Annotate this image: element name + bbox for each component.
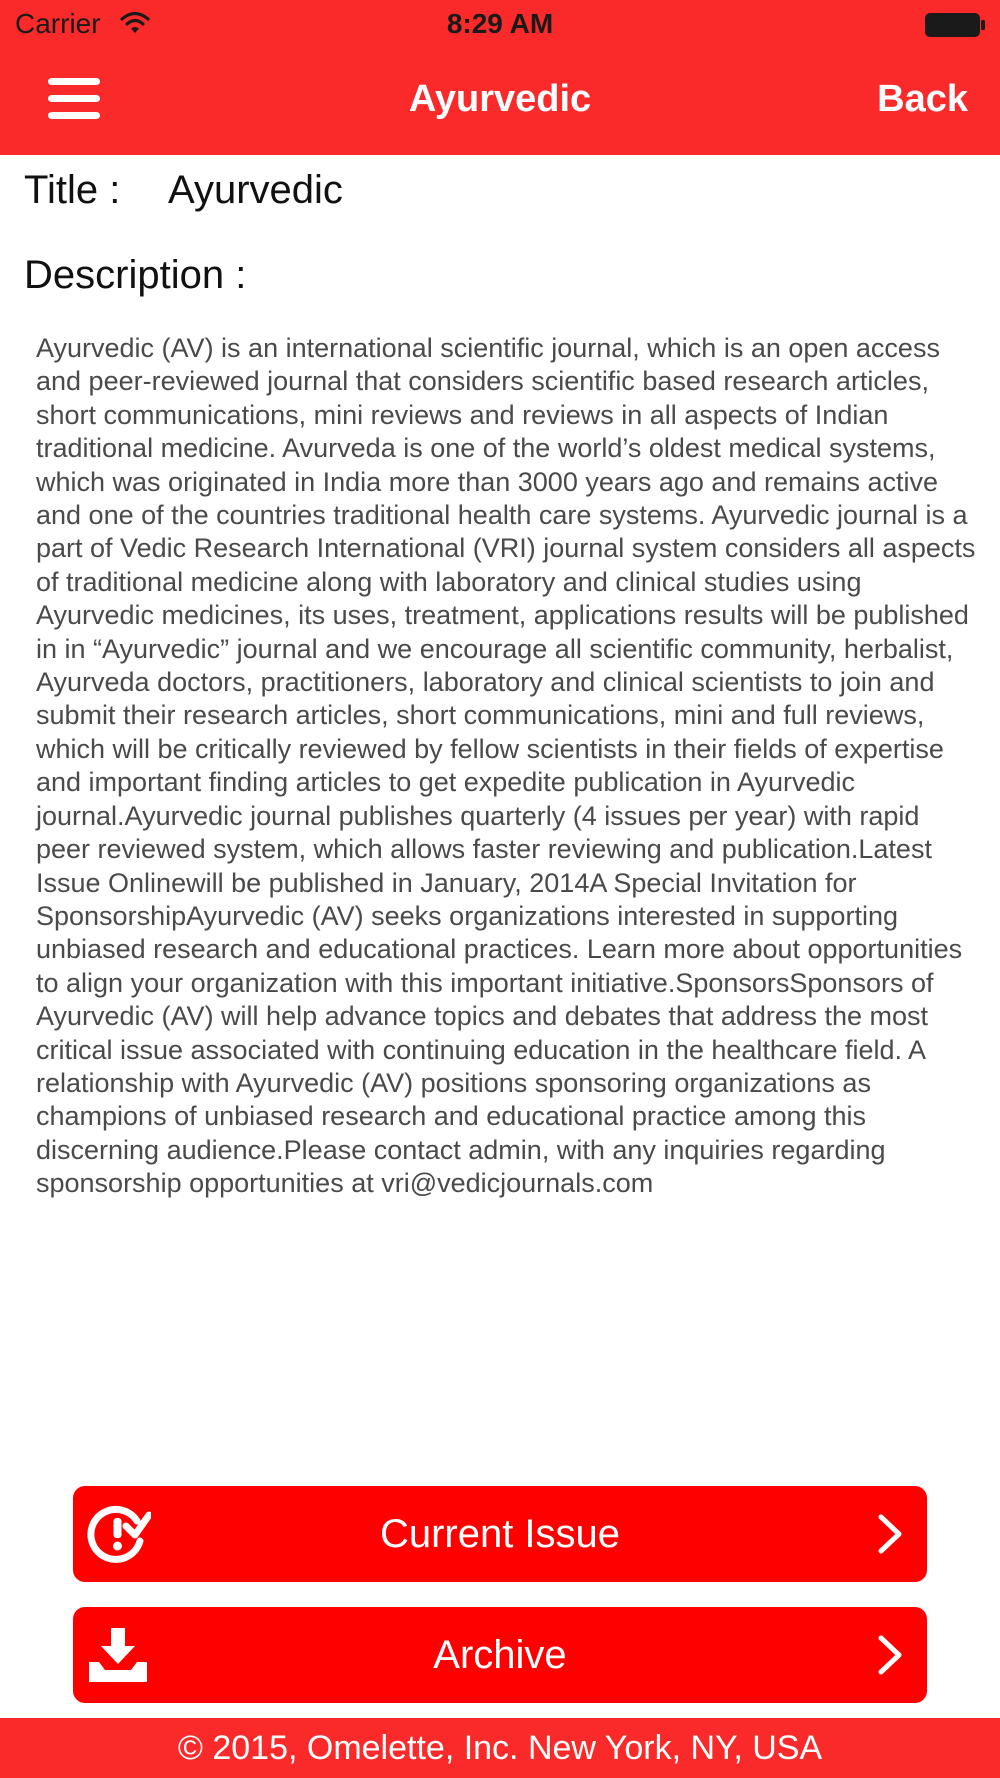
archive-label: Archive <box>433 1633 567 1677</box>
back-button[interactable]: Back <box>877 78 968 120</box>
current-issue-button[interactable] <box>73 1486 927 1582</box>
current-issue-label: Current Issue <box>379 1512 621 1556</box>
navigation-bar <box>0 0 1000 155</box>
title-row <box>24 168 343 213</box>
status-time: 8:29 AM <box>446 8 554 39</box>
description-label: Description : <box>24 253 247 297</box>
title-label: Title : <box>24 168 121 212</box>
footer-copyright: © 2015, Omelette, Inc. New York, NY, USA <box>0 1718 1000 1778</box>
battery-icon <box>924 12 986 38</box>
chevron-right-icon <box>875 1633 905 1677</box>
title-value: Ayurvedic <box>168 168 343 212</box>
carrier-label: Carrier <box>15 8 101 39</box>
chevron-right-icon <box>875 1512 905 1556</box>
description-text: Ayurvedic (AV) is an international scientific journal, which is an open access and peer-reviewed journal that considers scientific based research articles, short communications, mini reviews and reviews in all aspects of Indian traditional medicine. Avurveda is one of the world’s oldest medical systems, which was originated in India more than 3000 years ago and remains active and one of the countries traditional health care systems. Ayurvedic journal is a part of Vedic Research International (VRI) journal system considers all aspects of traditional medicine along with laboratory and clinical studies using Ayurvedic medicines, its uses, treatment, applications results will be published in in “Ayurvedic” journal and we encourage all scientific community, herbalist, Ayurveda doctors, practitioners, laboratory and clinical scientists to join and submit their research articles, short communications, mini and full reviews, which will be critically reviewed by fellow scientists in their fields of expertise and important finding articles to get expedite publication in Ayurvedic journal.Ayurvedic journal publishes quarterly (4 issues per year) with rapid peer reviewed system, which allows faster reviewing and publication.Latest Issue Onlinewill be published in January, 2014A Special Invitation for SponsorshipAyurvedic (AV) seeks organizations interested in supporting unbiased research and educational practices. Learn more about opportunities to align your organization with this important initiative.SponsorsSponsors of Ayurvedic (AV) will help advance topics and debates that address the most critical issue associated with continuing education in the healthcare field. A relationship with Ayurvedic (AV) positions sponsoring organizations as champions of unbiased research and educational practice among this discerning audience.Please contact admin, with any inquiries regarding sponsorship opportunities at vri@vedicjournals.com <box>36 333 976 1199</box>
archive-button[interactable] <box>73 1607 927 1703</box>
page-title: Ayurvedic <box>408 78 592 120</box>
